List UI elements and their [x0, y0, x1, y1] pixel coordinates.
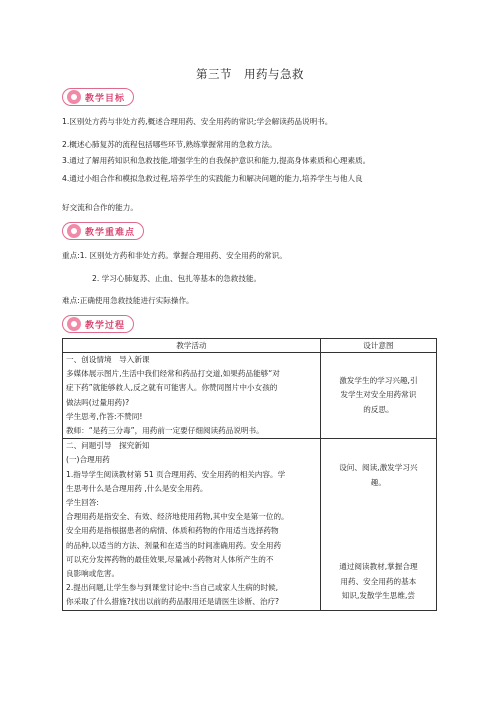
activity-line: 症下药”就能够救人,反之就有可能害人。你赞同图片中小女孩的 — [66, 383, 278, 393]
goal-line: 好交流和合作的能力。 — [62, 203, 138, 212]
flower-icon — [67, 90, 81, 104]
keypoint-line: 2. 学习心肺复苏、止血、包扎等基本的急救技能。 — [92, 274, 262, 283]
intent-line: 趣。 — [370, 477, 386, 487]
intent-line: 知识,发散学生思维,尝 — [341, 591, 415, 601]
intent-line: 通过阅读教材,掌握合理 — [339, 562, 418, 572]
section-label: 教学过程 — [85, 320, 126, 331]
activity-line: 良影响或危害。 — [66, 569, 120, 579]
goal-line: 3.通过了解用药知识和急救技能,增强学生的自我保护意识和能力,提高身体素质和心理素质。 — [62, 156, 371, 165]
intent-line: 发学生对安全用药常识 — [340, 390, 417, 400]
flower-icon — [67, 317, 81, 331]
keypoint-line: 重点:1. 区别处方药和非处方药。掌握合理用药、安全用药的常识。 — [62, 251, 287, 260]
page-title: 第三节 用药与急救 — [196, 67, 304, 81]
intent-line: 设问、阅读,激发学习兴 — [339, 463, 418, 473]
flower-icon — [67, 224, 81, 238]
activity-line: 学生思考,作答:不赞同! — [66, 411, 143, 421]
activity-line: 的品种,以适当的方法、剂量和在适当的时间准确用药。安全用药 — [66, 540, 282, 550]
header-intent: 设计意图 — [320, 339, 436, 353]
section-badge — [62, 88, 134, 106]
activity-line: 做法吗(过量用药)? — [66, 397, 130, 407]
section-badge — [62, 222, 144, 240]
activity-line: 一、创设情境 导入新课 — [66, 355, 150, 364]
activity-line: 1.指导学生阅读教材第 51 页合理用药、安全用药的相关内容。学 — [66, 469, 286, 479]
activity-line: 可以充分发挥药物的最佳效果,尽量减小药物对人体所产生的不 — [66, 554, 274, 564]
goal-line: 2.概述心肺复苏的流程包括哪些环节,熟练掌握常用的急救方法。 — [62, 140, 277, 149]
section-badge — [62, 315, 134, 333]
intent-cell — [320, 353, 436, 439]
activity-line: 教师：“是药三分毒”，用药前一定要仔细阅读药品说明书。 — [66, 426, 264, 436]
activity-cell — [63, 353, 321, 439]
activity-line: 合理用药是指安全、有效、经济地使用药物,其中安全是第一位的。 — [66, 512, 289, 522]
activity-line: 你采取了什么措施?找出以前的药品服用还是请医生诊断、治疗? — [66, 597, 280, 607]
intent-line: 用药、安全用药的基本 — [340, 576, 417, 586]
activity-line: 二、问题引导 探究新知 — [66, 441, 150, 451]
activity-line: 2.提出问题,让学生参与到课堂讨论中:当自己或家人生病的时候, — [66, 583, 279, 593]
header-activity: 教学活动 — [63, 339, 321, 353]
activity-line: 安全用药是指根据患者的病情、体质和药物的作用适当选择药物 — [66, 526, 279, 536]
section-label: 教学目标 — [85, 93, 126, 104]
activity-line: 多媒体展示图片,生活中我们经常和药品打交道,如果药品能够“对 — [66, 369, 280, 379]
section-header-process — [62, 315, 134, 333]
intent-cell — [320, 439, 436, 610]
goal-line: 4.通过小组合作和模拟急救过程,培养学生的实践能力和解决问题的能力,培养学生与他人良 — [62, 174, 363, 183]
lesson-table — [62, 338, 437, 611]
activity-cell — [63, 439, 321, 610]
table-row — [63, 353, 437, 439]
intent-line: 激发学生的学习兴趣,引 — [339, 375, 418, 385]
activity-line: (一)合理用药 — [66, 455, 110, 465]
table-header-row — [63, 339, 437, 353]
table-row — [63, 439, 437, 610]
section-header-goals — [62, 88, 134, 106]
difficulty-line: 难点:正确使用急救技能进行实际操作。 — [62, 296, 194, 305]
activity-line: 学生回答: — [66, 498, 99, 508]
intent-line: 的反思。 — [363, 404, 394, 414]
section-label: 教学重难点 — [85, 227, 136, 238]
section-header-keypoints — [62, 222, 144, 240]
goal-line: 1.区别处方药与非处方药,概述合理用药、安全用药的常识;学会解读药品说明书。 — [62, 117, 333, 126]
activity-line: 生思考什么是合理用药 ,什么是安全用药。 — [66, 483, 208, 493]
